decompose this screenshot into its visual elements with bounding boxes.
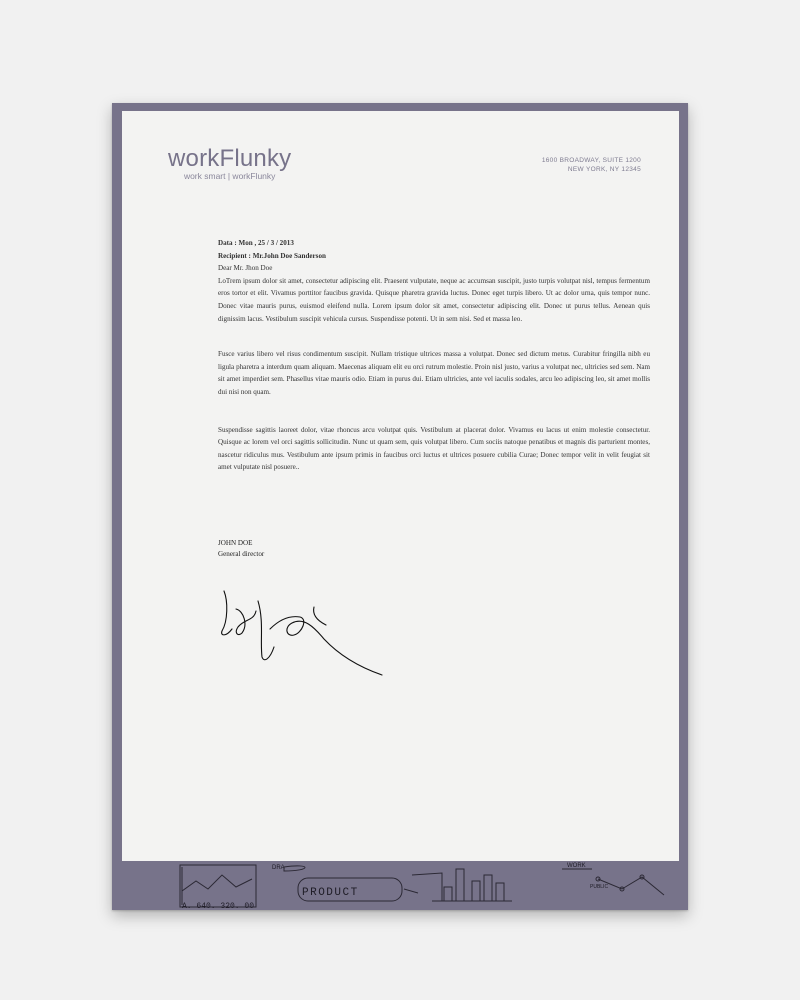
handwritten-signature — [214, 581, 384, 681]
sketch-small-label-1: DRA — [272, 865, 285, 871]
letter-paper — [122, 111, 679, 861]
brand-tagline: work smart | workFlunky — [183, 171, 276, 181]
brand-logo — [168, 147, 291, 181]
signoff-block — [218, 538, 264, 559]
signer-name: JOHN DOE — [218, 539, 253, 547]
date-line — [218, 237, 650, 250]
letter-body — [218, 237, 650, 474]
address-line-2: NEW YORK, NY 12345 — [567, 166, 641, 173]
address-line-1: 1600 BROADWAY, SUITE 1200 — [541, 157, 641, 164]
letterhead-sheet — [112, 103, 688, 910]
sketch-product-label: PRODUCT — [302, 887, 359, 899]
recipient-value: Mr.John Doe Sanderson — [252, 251, 326, 260]
company-address — [542, 156, 641, 174]
brand-name: workFlunky — [168, 145, 292, 172]
date-value: Mon , 25 / 3 / 2013 — [238, 239, 294, 247]
recipient-label: Recipient : — [218, 251, 251, 260]
signer-title: General director — [218, 549, 265, 558]
salutation: Dear Mr. Jhon Doe — [218, 264, 273, 273]
paragraph-2: Fusce varius libero vel risus condimentum suscipit. Nullam tristique ultrices massa a volutpat. Donec sed dictum metus. Curabitur fringilla nibh eu ligula pharetra a interdum quam aliquam. Maecenas aliquam elit eu orci rutrum molestie. Proin nisl justo, varius a volutpat nec, ultricies sed sem. Nam sit amet imperdiet sem. Phasellus vitae mauris odio. Etiam in purus dui. Etiam ultricies, ante vel iaculis sodales, arcu leo adipiscing leo, sit amet mollis dui nisi non quam. — [218, 350, 650, 396]
sketch-figure-label: A. 640. 320. 00 — [182, 902, 255, 910]
sketch-small-label-2: WORK — [567, 863, 586, 869]
date-label: Data : — [218, 239, 237, 247]
paragraph-3: Suspendisse sagittis laoreet dolor, vitae rhoncus arcu volutpat quis. Vestibulum at placerat dolor. Vivamus eu lacus ut enim molestie consectetur. Quisque ac lorem vel orci sagittis sollicitudin. Nunc ut quam sem, quis volutpat libero. Cum sociis natoque penatibus et magnis dis parturient montes, nascetur ridiculus mus. Vestibulum ante ipsum primis in faucibus orci luctus et ultrices posuere cubilia Curae; Donec tempor velit in velit feugiat sit amet vulputate nisl posuere.. — [218, 425, 650, 472]
paragraph-1: LoTrem ipsum dolor sit amet, consectetur adipiscing elit. Praesent vulputate, neque ac accumsan suscipit, justo turpis volutpat nisl, tempus fermentum eros tortor et elit. Vivamus porttitor faucibus gravida. Quisque pharetra gravida luctus. Donec eget turpis libero. Ut ac dolor urna, quis tempor nunc. Donec vitae mauris purus, euismod eleifend nulla. Lorem ipsum dolor sit amet, consectetur adipiscing elit. Donec ut purus tellus. Aenean quis dignissim lacus. Vestibulum suscipit vehicula cursus. Suspendisse potenti. Ut in sem nisi. Sed et massa leo. — [218, 276, 650, 323]
footer-sketch-band — [112, 861, 688, 910]
sketch-small-label-3: PUBLIC — [590, 884, 609, 890]
recipient-line — [218, 250, 650, 263]
